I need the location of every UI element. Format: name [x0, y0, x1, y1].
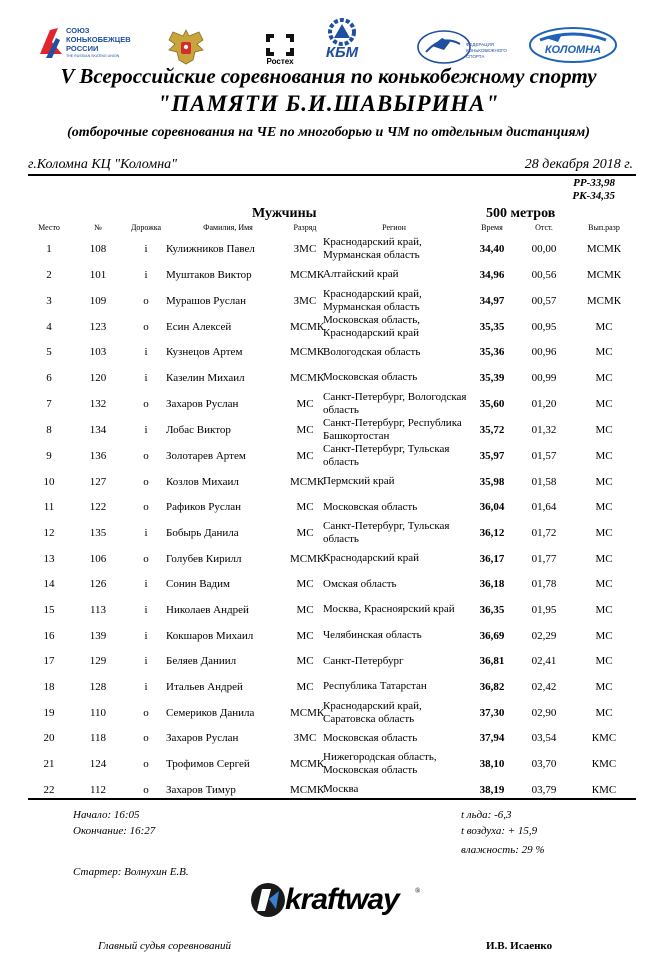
cell-place: 15: [43, 603, 55, 616]
cell-done: МС: [595, 578, 613, 591]
cell-time: 37,30: [479, 706, 505, 719]
cell-time: 35,39: [479, 371, 505, 384]
cell-bib: 127: [89, 475, 107, 488]
cell-done: МСМК: [586, 243, 622, 255]
cell-diff: 03,70: [531, 758, 557, 771]
col-name: Фамилия, Имя: [203, 222, 253, 232]
cell-done: МС: [595, 655, 613, 668]
cell-place: 10: [43, 475, 55, 488]
table-row: [28, 340, 636, 366]
cell-lane: o: [143, 397, 149, 410]
cell-bib: 110: [89, 706, 107, 719]
cell-rank: МСМК: [290, 475, 325, 488]
cell-rank: МС: [296, 655, 314, 668]
table-row: [28, 288, 636, 314]
results-table: [28, 218, 636, 803]
cell-place: 12: [43, 526, 55, 539]
cell-region: Челябинская область: [323, 629, 422, 642]
cell-diff: 01,20: [531, 397, 557, 410]
cell-region: Нижегородская область, Московская область: [323, 751, 437, 777]
cell-diff: 00,95: [531, 320, 557, 333]
cell-name: Беляев Даниил: [166, 655, 237, 668]
cell-time: 35,36: [479, 346, 505, 359]
cell-time: 36,81: [479, 655, 505, 668]
cell-name: Козлов Михаил: [166, 475, 239, 488]
cell-name: Есин Алексей: [166, 320, 232, 333]
cell-diff: 01,95: [531, 603, 557, 616]
cell-diff: 02,29: [531, 629, 557, 642]
cell-region: Санкт-Петербург, Республика Башкортостан: [323, 416, 462, 442]
cell-bib: 135: [89, 526, 107, 539]
table-row: [28, 469, 636, 495]
cell-time: 34,96: [479, 268, 505, 281]
cell-time: 34,40: [479, 243, 505, 255]
kraftway-emblem-icon: [249, 881, 289, 919]
cell-name: Бобырь Данила: [166, 526, 239, 539]
cell-time: 37,94: [479, 732, 505, 745]
cell-diff: 00,99: [531, 371, 557, 384]
cell-place: 2: [46, 268, 52, 281]
cell-place: 20: [43, 732, 55, 745]
cell-region: Санкт-Петербург, Вологодская область: [323, 390, 467, 416]
cell-rank: МС: [296, 603, 314, 616]
cell-region: Московская область: [323, 371, 418, 384]
cell-done: МСМК: [586, 268, 622, 281]
table-bottom-rule: [28, 798, 636, 800]
cell-rank: МС: [296, 680, 314, 693]
header-divider: [28, 174, 636, 176]
record-rk: РК-34,35: [572, 190, 615, 202]
cell-lane: i: [144, 346, 148, 359]
table-row: [28, 623, 636, 649]
event-subtitle: (отборочные соревнования на ЧЕ по многоборью и ЧМ по отдельным дистанциям): [67, 125, 590, 140]
cell-done: МС: [595, 501, 613, 514]
cell-region: Краснодарский край, Мурманская область: [323, 236, 422, 261]
event-date: 28 декабря 2018 г.: [524, 157, 633, 172]
col-lane: Дорожка: [130, 222, 162, 232]
cell-place: 16: [43, 629, 55, 642]
table-row: [28, 494, 636, 520]
cell-place: 7: [46, 397, 52, 410]
distance-label: 500 метров: [486, 206, 556, 221]
cell-lane: i: [144, 268, 148, 281]
cell-lane: o: [143, 449, 149, 462]
cell-rank: МС: [296, 449, 314, 462]
event-memorial-title: "ПАМЯТИ Б.И.ШАВЫРИНА": [157, 91, 500, 116]
cell-done: МСМК: [586, 294, 622, 307]
cell-time: 36,04: [479, 501, 505, 514]
cell-place: 9: [46, 449, 52, 462]
table-row: [28, 572, 636, 598]
chief-judge-label: Главный судья соревнований: [98, 940, 232, 952]
table-row: [28, 443, 636, 469]
cell-region: Санкт-Петербург, Тульская область: [323, 442, 450, 468]
table-row: [28, 365, 636, 391]
col-time: Время: [481, 222, 503, 232]
cell-rank: ЗМС: [293, 732, 317, 745]
col-diff: Отст.: [535, 222, 553, 232]
humidity: влажность: 29 %: [461, 844, 545, 856]
table-row: [28, 700, 636, 726]
cell-bib: 106: [89, 552, 107, 565]
eagle-icon: [163, 26, 209, 66]
cell-lane: o: [143, 783, 149, 796]
cell-region: Вологодская область: [323, 345, 421, 358]
table-row: [28, 546, 636, 572]
cell-done: МС: [595, 423, 613, 436]
cell-done: КМС: [591, 732, 617, 745]
table-row: [28, 674, 636, 700]
table-row: [28, 314, 636, 340]
cell-diff: 01,72: [531, 526, 557, 539]
cell-time: 36,17: [479, 552, 505, 565]
cell-place: 5: [46, 346, 52, 359]
cell-rank: ЗМС: [293, 243, 317, 255]
cell-diff: 02,41: [531, 655, 557, 668]
cell-lane: i: [144, 603, 148, 616]
col-rank: Разряд: [293, 222, 317, 232]
table-row: [28, 417, 636, 443]
rostec-text: Ростех: [266, 57, 294, 66]
cell-region: Санкт-Петербург, Тульская область: [323, 519, 450, 545]
cell-diff: 00,00: [531, 243, 557, 255]
cell-done: МС: [595, 449, 613, 462]
cell-time: 35,98: [479, 475, 505, 488]
cell-lane: o: [143, 475, 149, 488]
cell-name: Рафиков Руслан: [166, 501, 242, 514]
category-label: Мужчины: [252, 206, 317, 221]
cell-bib: 109: [89, 294, 107, 307]
cell-place: 6: [46, 371, 52, 384]
col-done: Вып.разр: [588, 222, 620, 232]
cell-done: МС: [595, 346, 613, 359]
cell-bib: 120: [89, 371, 107, 384]
cell-name: Захаров Руслан: [166, 732, 239, 745]
cell-done: МС: [595, 397, 613, 410]
cell-done: МС: [595, 320, 613, 333]
cell-time: 34,97: [479, 294, 505, 307]
cell-diff: 02,90: [531, 706, 557, 719]
cell-region: Московская область: [323, 500, 418, 513]
cell-rank: МСМК: [290, 346, 325, 359]
col-region: Регион: [382, 222, 406, 232]
cell-place: 8: [46, 423, 52, 436]
cell-time: 36,82: [479, 680, 505, 693]
cell-lane: o: [143, 732, 149, 745]
federation-text: ФЕДЕРАЦИЯ КОНЬКОБЕЖНОГО СПОРТА: [466, 42, 507, 59]
cell-name: Семериков Данила: [166, 706, 255, 719]
cell-time: 36,12: [479, 526, 505, 539]
cell-lane: o: [143, 552, 149, 565]
cell-bib: 113: [89, 603, 107, 616]
kbm-text: КБМ: [325, 44, 359, 61]
cell-bib: 134: [89, 423, 107, 436]
cell-lane: o: [143, 706, 149, 719]
cell-time: 36,69: [479, 629, 505, 642]
skating-union-text-en: THE RUSSIAN SKATING UNION: [66, 54, 120, 58]
cell-name: Кузнецов Артем: [166, 346, 243, 359]
cell-name: Трофимов Сергей: [166, 758, 250, 771]
cell-time: 35,35: [479, 320, 505, 333]
cell-bib: 128: [89, 680, 107, 693]
skating-union-logo: [38, 24, 150, 62]
cell-time: 38,19: [479, 783, 505, 796]
cell-rank: МСМК: [290, 268, 325, 281]
cell-rank: ЗМС: [293, 294, 317, 307]
cell-lane: i: [144, 629, 148, 642]
rostec-icon: [260, 32, 300, 58]
cell-region: Москва: [323, 783, 359, 796]
cell-done: МС: [595, 603, 613, 616]
cell-diff: 03,54: [531, 732, 557, 745]
sponsor-logo: [249, 881, 425, 919]
cell-diff: 01,64: [531, 501, 557, 514]
kolomna-logo: [528, 26, 618, 64]
sponsor-name: kraftway: [285, 883, 399, 916]
cell-name: Сонин Вадим: [166, 578, 230, 591]
table-row: [28, 520, 636, 546]
cell-name: Кулижников Павел: [166, 243, 255, 255]
chief-judge-name: И.В. Исаенко: [486, 940, 553, 952]
cell-region: Краснодарский край, Саратовска область: [323, 699, 422, 725]
cell-rank: МСМК: [290, 706, 325, 719]
table-row: [28, 597, 636, 623]
cell-lane: o: [143, 758, 149, 771]
table-row: [28, 726, 636, 752]
cell-lane: i: [144, 423, 148, 436]
cell-bib: 108: [89, 243, 107, 255]
cell-rank: МС: [296, 629, 314, 642]
cell-place: 19: [43, 706, 55, 719]
cell-rank: МСМК: [290, 320, 325, 333]
cell-done: МС: [595, 706, 613, 719]
cell-time: 36,18: [479, 578, 505, 591]
cell-place: 17: [43, 655, 55, 668]
cell-time: 36,35: [479, 603, 505, 616]
cell-diff: 03,79: [531, 783, 557, 796]
cell-rank: МСМК: [290, 552, 325, 565]
cell-region: Пермский край: [323, 475, 395, 488]
cell-bib: 112: [89, 783, 107, 796]
cell-place: 3: [46, 294, 52, 307]
starter: Стартер: Волнухин Е.В.: [73, 866, 189, 878]
event-title: V Всероссийские соревнования по конькобежному спорту: [60, 64, 597, 88]
cell-bib: 132: [89, 397, 107, 410]
table-header: [28, 218, 636, 236]
cell-rank: МС: [296, 526, 314, 539]
cell-bib: 118: [89, 732, 107, 745]
logo-strip: [0, 0, 657, 68]
cell-diff: 00,57: [531, 294, 557, 307]
cell-bib: 101: [89, 268, 107, 281]
cell-diff: 01,32: [531, 423, 557, 436]
table-row: [28, 236, 636, 262]
table-row: [28, 391, 636, 417]
cell-time: 35,72: [479, 423, 505, 436]
end-time: Окончание: 16:27: [73, 825, 156, 837]
cell-region: Республика Татарстан: [323, 680, 427, 693]
cell-bib: 126: [89, 578, 107, 591]
cell-place: 11: [43, 501, 55, 514]
cell-place: 18: [43, 680, 55, 693]
rostec-logo: [260, 32, 300, 66]
cell-done: КМС: [591, 783, 617, 796]
cell-region: Краснодарский край: [323, 552, 420, 565]
cell-bib: 129: [89, 655, 107, 668]
cell-done: МС: [595, 629, 613, 642]
kolomna-text: КОЛОМНА: [544, 44, 602, 56]
cell-rank: МС: [296, 578, 314, 591]
cell-rank: МСМК: [290, 371, 325, 384]
cell-lane: i: [144, 680, 148, 693]
cell-name: Захаров Тимур: [166, 783, 236, 796]
cell-region: Краснодарский край, Мурманская область: [323, 287, 422, 313]
cell-region: Московская область: [323, 731, 418, 744]
registered-mark-icon: ®: [415, 887, 421, 895]
cell-name: Николаев Андрей: [166, 603, 249, 616]
cell-rank: МС: [296, 501, 314, 514]
cell-done: МС: [595, 526, 613, 539]
cell-rank: МС: [296, 423, 314, 436]
cell-done: МС: [595, 475, 613, 488]
cell-diff: 01,77: [531, 552, 557, 565]
cell-place: 4: [46, 320, 52, 333]
cell-name: Кокшаров Михаил: [166, 629, 254, 642]
cell-lane: i: [144, 578, 148, 591]
cell-bib: 139: [89, 629, 107, 642]
cell-diff: 01,78: [531, 578, 557, 591]
cell-diff: 01,57: [531, 449, 557, 462]
cell-name: Захаров Руслан: [166, 397, 239, 410]
cell-name: Голубев Кирилл: [166, 552, 242, 565]
cell-diff: 01,58: [531, 475, 557, 488]
cell-time: 38,10: [479, 758, 505, 771]
cell-lane: i: [144, 371, 148, 384]
cell-region: Алтайский край: [323, 268, 399, 281]
cell-region: Московская область, Краснодарский край: [323, 313, 420, 339]
table-row: [28, 751, 636, 777]
cell-bib: 122: [89, 501, 107, 514]
coat-of-arms-logo: [163, 26, 209, 66]
cell-lane: o: [143, 320, 149, 333]
cell-lane: o: [143, 501, 149, 514]
cell-lane: i: [144, 526, 148, 539]
cell-lane: i: [144, 243, 148, 255]
cell-time: 35,60: [479, 397, 505, 410]
cell-name: Лобас Виктор: [166, 423, 231, 436]
cell-done: МС: [595, 552, 613, 565]
cell-lane: i: [144, 655, 148, 668]
cell-time: 35,97: [479, 449, 505, 462]
cell-rank: МСМК: [290, 758, 325, 771]
cell-name: Казелин Михаил: [166, 371, 245, 384]
cell-bib: 103: [89, 346, 107, 359]
air-temperature: t воздуха: + 15,9: [461, 825, 538, 837]
venue: г.Коломна КЦ "Коломна": [28, 157, 178, 172]
cell-region: Санкт-Петербург: [323, 654, 404, 667]
cell-done: МС: [595, 371, 613, 384]
table-row: [28, 262, 636, 288]
cell-place: 1: [46, 243, 52, 255]
cell-region: Омская область: [323, 577, 397, 590]
cell-done: МС: [595, 680, 613, 693]
cell-bib: 136: [89, 449, 107, 462]
cell-place: 21: [43, 758, 55, 771]
cell-bib: 123: [89, 320, 107, 333]
skating-union-text: СОЮЗ КОНЬКОБЕЖЦЕВ РОССИИ: [66, 26, 131, 53]
cell-diff: 00,56: [531, 268, 557, 281]
cell-name: Мурашов Руслан: [166, 294, 247, 307]
cell-place: 13: [43, 552, 55, 565]
cell-rank: МСМК: [290, 783, 325, 796]
start-time: Начало: 16:05: [73, 809, 140, 821]
cell-place: 22: [43, 783, 55, 796]
cell-name: Муштаков Виктор: [166, 268, 252, 281]
cell-done: КМС: [591, 758, 617, 771]
cell-lane: o: [143, 294, 149, 307]
cell-region: Москва, Красноярский край: [323, 603, 455, 616]
table-row: [28, 648, 636, 674]
col-place: Место: [38, 222, 60, 232]
cell-rank: МС: [296, 397, 314, 410]
ice-temperature: t льда: -6,3: [461, 809, 512, 821]
col-bib: №: [94, 222, 102, 232]
cell-bib: 124: [89, 758, 107, 771]
cell-name: Золотарев Артем: [166, 449, 246, 462]
cell-name: Итальев Андрей: [166, 680, 243, 693]
federation-logo: [416, 28, 508, 66]
cell-diff: 00,96: [531, 346, 557, 359]
cell-diff: 02,42: [531, 680, 557, 693]
record-rr: РР-33,98: [573, 177, 615, 189]
cell-place: 14: [43, 578, 55, 591]
kbm-logo: [320, 18, 364, 66]
